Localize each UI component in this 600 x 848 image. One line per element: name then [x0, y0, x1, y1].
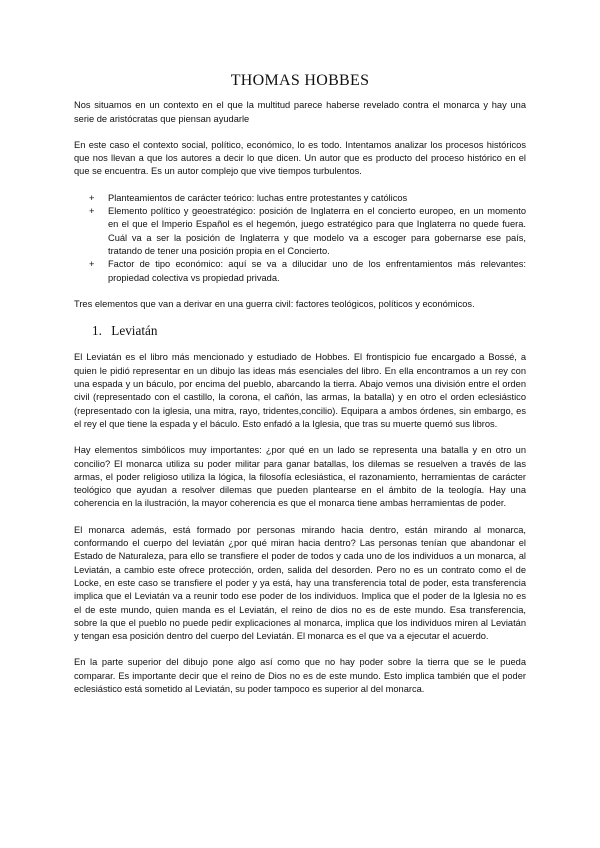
list-item	[89, 205, 526, 258]
bullet-marker: +	[89, 192, 95, 203]
body-paragraph: El monarca además, está formado por personas mirando hacia dentro, están mirando al monarca, conformando el cuerpo del leviatán ¿por qué miran hacia dentro? Las personas tenían que abandonar el Estado de Naturaleza, para ello se transfiere el poder de todos y cada uno de los individuos a un monarca, al Leviatán, a cambio este ofrece protección, orden, salida del desorden. Pero no es un contrato como el de Locke, en este caso se transfiere el poder y ya está, hay una transferencia total de poder, esta transferencia implica que el Leviatán va a reunir todo ese poder de los individuos. Implica que el poder de la Iglesia no es el de este mundo, quien manda es el Leviatán, el reino de dios no es de este mundo. Esa transferencia, sobre la que el pueblo no puede pedir explicaciones al monarca, implica que los individuos miren al Leviatán y tengan esa posición dentro del cuerpo del Leviatán. El monarca es el que va a ejecutar el acuerdo.	[74, 524, 526, 642]
bullet-marker: +	[89, 206, 95, 217]
body-paragraph: El Leviatán es el libro más mencionado y estudiado de Hobbes. El frontispicio fue encargado a Bossé, a quien le pidió representar en un dibujo las ideas más esenciales del libro. En ella encontramos a un rey con una espada y un báculo, por encima del pueblo, abarcando la tierra. Abajo vemos una división entre el orden civil (representado con el castillo, la corona, el cañón, las armas, la batalla) y en otro el orden eclesiástico (representado con la iglesia, una mitra, rayo, tridentes,concilio). Equipara a ambos órdenes, sin embargo, es el rey el que tiene la espada y el báculo. Esto enfadó a la Iglesia, que tras su muerte quemó sus libros.	[74, 352, 526, 429]
intro-paragraph: Nos situamos en un contexto en el que la multitud parece haberse revelado contra el monarca y hay una serie de aristócratas que piensan ayudarle	[74, 100, 526, 124]
factors-list	[74, 192, 526, 285]
section-title: Leviatán	[111, 323, 158, 339]
context-paragraph: En este caso el contexto social, político, económico, lo es todo. Intentamos analizar los procesos históricos que nos llevan a que los autores a decir lo que dicen. Un autor que es producto del proceso histórico en el que se encuentra. Es un autor complejo que vive tiempos turbulentos.	[74, 139, 526, 177]
document-content	[74, 74, 526, 709]
section-number: 1.	[92, 323, 102, 339]
list-item-text: Planteamientos de carácter teórico: luchas entre protestantes y católicos	[108, 192, 408, 203]
section-heading	[92, 324, 526, 337]
three-elements-paragraph: Tres elementos que van a derivar en una guerra civil: factores teológicos, políticos y económicos.	[74, 298, 475, 309]
body-paragraph: En la parte superior del dibujo pone algo así como que no hay poder sobre la tierra que se le pueda comparar. Es importante decir que el reino de Dios no es de este mundo. Esto implica también que el poder eclesiástico está sometido al Leviatán, su poder tampoco es superior al del monarca.	[74, 657, 526, 694]
list-item	[89, 192, 526, 205]
bullet-marker: +	[89, 259, 95, 270]
list-item-text: Elemento político y geoestratégico: posición de Inglaterra en el concierto europeo, en un momento en el que el Imperio Español es el hegemón, juego estratégico para que Inglaterra no quede fuera. Cuál va a ser la posición de Inglaterra y que modelo va a escoger para gobernarse ese país, tratando de tener una posición propia en el Concierto.	[108, 206, 526, 256]
document-title: THOMAS HOBBES	[230, 72, 370, 89]
body-paragraph: Hay elementos simbólicos muy importantes: ¿por qué en un lado se representa una batalla y en otro un concilio? El monarca utiliza su poder militar para ganar batallas, los dilemas se resuelven a través de las armas, el poder religioso utiliza la lógica, la filosofía eclesiástica, el razonamiento, herramientas de carácter teológico que ayudan a resolver dilemas que pueden plantearse en el ámbito de la teología. Hay una coherencia en la ilustración, la mayor coherencia es que el monarca tiene ambas herramientas de poder.	[74, 445, 526, 509]
list-item-text: Factor de tipo económico: aquí se va a dilucidar uno de los enfrentamientos más relevantes: propiedad colectiva vs propiedad privada.	[108, 259, 526, 283]
list-item	[89, 258, 526, 285]
